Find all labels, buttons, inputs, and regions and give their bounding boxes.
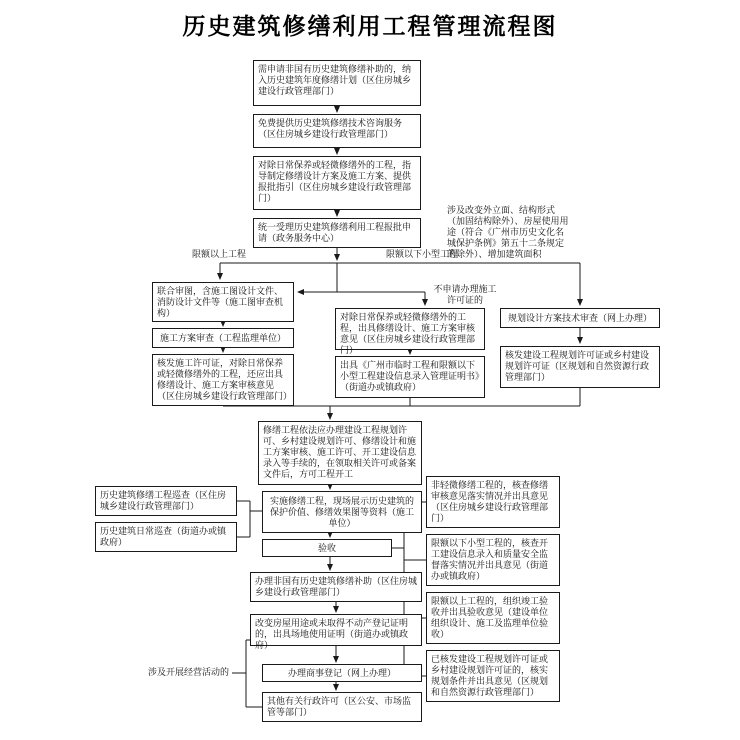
node-issue-planning-permit: 核发建设工程规划许可证或乡村建设规划许可证（区规划和自然资源行政管理部门） [500,346,660,388]
node-pre-start-requirements: 修缮工程依法应办理建设工程规划许可、乡村建设规划许可、修缮设计和施工方案审核、施工许可、开工建设信息录入等手续的，在领取相关许可或备案文件后，方可工程开工 [258,421,422,485]
node-check-above-quota-completion: 限额以上工程的，组织竣工验收并出具验收意见（建设单位组织设计、施工及监理单位验收） [426,592,560,644]
node-site-use-proof: 改变房屋用途或未取得不动产登记证明的，出具场地使用证明（街道办或镇政府） [250,614,422,646]
page-title: 历史建筑修缮利用工程管理流程图 [182,14,558,39]
node-daily-patrol: 历史建筑日常巡查（街道办或镇政府） [95,522,237,552]
node-no-permit-review-opinion: 对除日常保养或轻微修缮外的工程，出具修缮设计、施工方案审核意见（区住房城乡建设行政管理部门） [335,308,485,350]
node-other-permits: 其他有关行政许可（区公安、市场监管等部门） [262,692,422,722]
label-below-quota-branch: 限额以下小型工程 [386,249,459,259]
node-handle-subsidy: 办理非国有历史建筑修缮补助（区住房城乡建设行政管理部门） [250,572,422,602]
node-unified-acceptance: 统一受理历史建筑修缮利用工程报批申请（政务服务中心） [253,218,421,248]
node-check-small-project: 限额以下小型工程的，核查开工建设信息录入和质量安全监督落实情况并出具意见（街道办或镇政府） [426,534,560,586]
node-business-registration: 办理商事登记（网上办理） [262,664,422,682]
node-apply-subsidy-plan: 需申请非国有历史建筑修缮补助的，纳入历史建筑年度修缮计划（区住房城乡建设行政管理部门） [253,60,421,106]
node-construction-plan-review: 施工方案审查（工程监理单位） [152,328,294,348]
node-planning-tech-review: 规划设计方案技术审查（网上办理） [500,308,660,328]
label-above-quota-branch: 限额以上工程 [192,249,247,259]
node-check-planning-conditions: 已核发建设工程规划许可证或乡村建设规划许可证的，核实规划条件并出具意见（区规划和自然资源行政管理部门） [426,650,560,702]
node-joint-drawing-review: 联合审图，含施工图设计文件、消防设计文件等（施工图审查机构） [152,282,294,322]
label-business-activity: 涉及开展经营活动的 [148,667,230,677]
node-acceptance: 验收 [262,539,392,557]
node-repair-project-patrol: 历史建筑修缮工程巡查（区住房城乡建设行政管理部门） [95,486,237,516]
node-check-non-minor-repair: 非轻微修缮工程的，核查修缮审核意见落实情况并出具意见（区住房城乡建设行政管理部门） [426,476,560,528]
node-issue-construction-permit: 核发施工许可证，对除日常保养或轻微修缮外的工程，还应出具修缮设计、施工方案审核意见（区住房城乡建设行政管理部门） [152,354,294,406]
label-no-permit-branch: 不申请办理施工许可证的 [433,284,497,305]
node-free-consulting: 免费提供历史建筑修缮技术咨询服务（区住房城乡建设行政管理部门） [253,114,421,148]
node-issue-info-entry-certificate: 出具《广州市临时工程和限额以下小型工程建设信息录入管理证明书》（街道办或镇政府） [335,356,485,398]
label-facade-change-annotation: 涉及改变外立面、结构形式（加固结构除外）、房屋使用用途（符合《广州市历史文化名城保护条例》第五十二条规定的除外）、增加建筑面积 [447,205,569,259]
node-guide-design-plan: 对除日常保养或轻微修缮外的工程，指导制定修缮设计方案及施工方案、提供报批指引（区住房城乡建设行政管理部门） [253,156,421,210]
node-implement-repair-works: 实施修缮工程，现场展示历史建筑的保护价值、修缮效果图等资料（施工单位） [262,491,422,533]
